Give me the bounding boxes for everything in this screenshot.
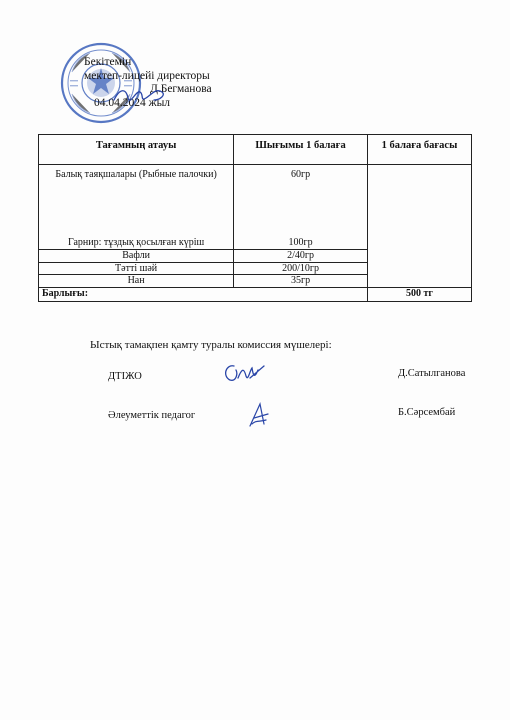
director-signature (110, 82, 170, 108)
item-name: Тәтті шәй (39, 262, 234, 275)
menu-table (38, 134, 472, 302)
header-yield: Шығымы 1 балаға (234, 135, 368, 165)
member2-name: Б.Сәрсембай (398, 407, 456, 418)
item-yield: 200/10гр (234, 262, 368, 275)
approval-date: 04.04.2024 жыл (94, 96, 171, 109)
total-row (39, 287, 472, 301)
member2-role: Әлеуметтік педагог (108, 410, 196, 421)
total-price: 500 тг (367, 287, 471, 301)
item-yield: 2/40гр (234, 250, 368, 263)
approval-director-name: Д.Бегманова (150, 83, 212, 95)
garnish-yield: 100гр (234, 237, 368, 250)
total-label: Барлығы: (39, 287, 368, 301)
member2-signature (246, 400, 272, 430)
approval-position: мектеп-лицейі директоры (84, 69, 210, 82)
header-dish-name: Тағамның атауы (39, 135, 234, 165)
item-name: Вафли (39, 250, 234, 263)
garnish-name: Гарнир: тұздық қосылған күріш (39, 237, 234, 250)
commission-title: Ыстық тамақпен қамту туралы комиссия мүшелері: (90, 339, 332, 351)
main-dish-yield: 60гр (291, 169, 311, 180)
main-dish-label: Балық таяқшалары (Рыбные палочки) (55, 169, 217, 180)
table-row (39, 165, 472, 238)
header-price: 1 балаға бағасы (367, 135, 471, 165)
member1-name: Д.Сатылганова (398, 368, 466, 379)
member1-signature (220, 360, 266, 386)
price-cell (367, 165, 471, 288)
dish-yield (234, 165, 368, 238)
member1-role: ДТІЖО (108, 371, 142, 382)
table-header-row (39, 135, 472, 165)
item-yield: 35гр (234, 275, 368, 288)
dish-name (39, 165, 234, 238)
approval-title: Бекітемін (84, 56, 132, 68)
item-name: Нан (39, 275, 234, 288)
